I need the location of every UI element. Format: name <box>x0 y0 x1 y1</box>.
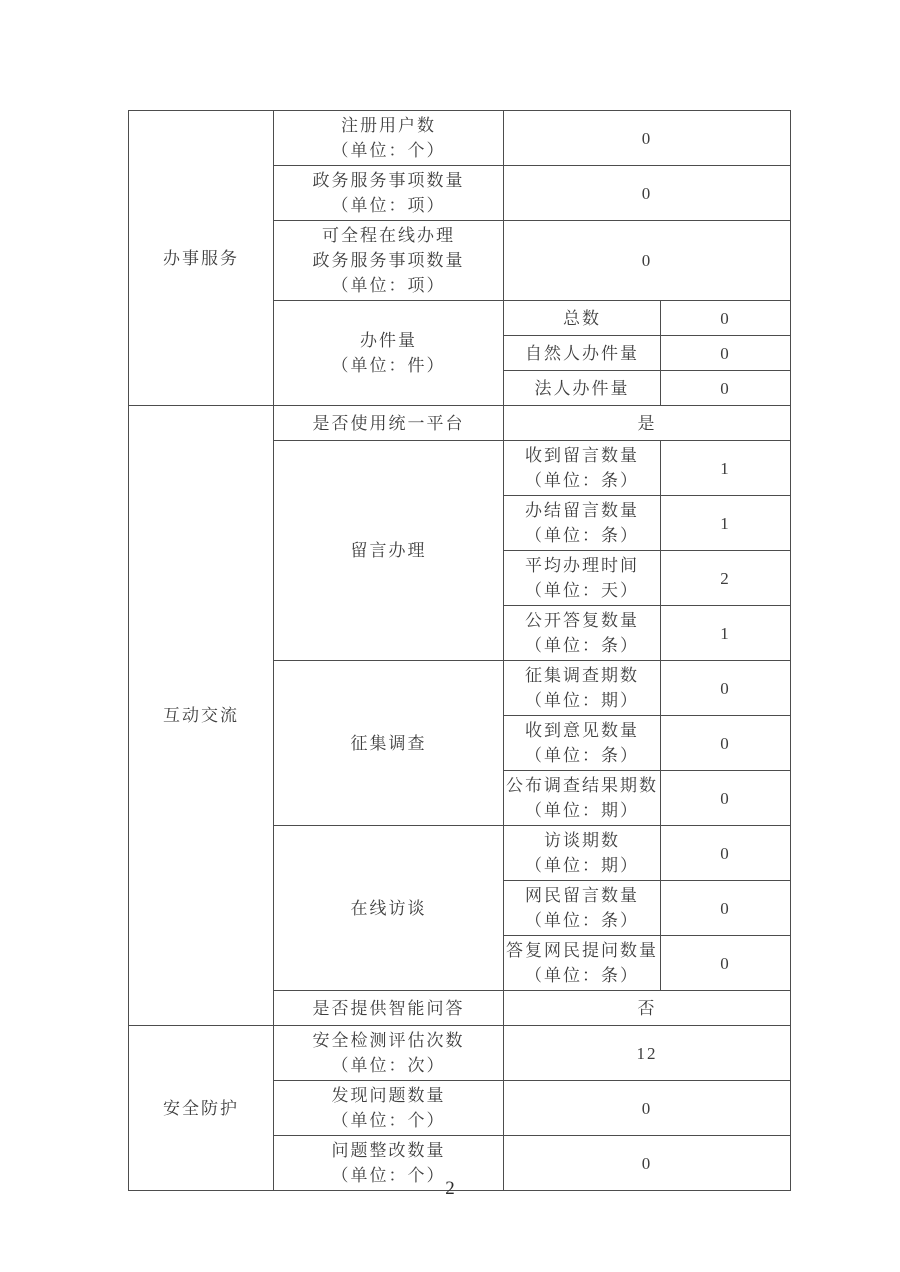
metric-value-cell: 0 <box>504 111 791 166</box>
submetric-label-cell <box>504 661 661 716</box>
submetric-unit: （单位：天） <box>525 581 639 600</box>
metric-label-cell <box>274 1026 504 1081</box>
metric-value-cell: 0 <box>504 221 791 301</box>
metric-value-cell: 0 <box>504 166 791 221</box>
submetric-value-cell: 0 <box>661 936 791 991</box>
submetric-value-cell: 0 <box>661 881 791 936</box>
submetric-value-cell: 0 <box>661 301 791 336</box>
submetric-value-cell: 1 <box>661 496 791 551</box>
group-label: 互动交流 <box>163 706 239 725</box>
submetric-label: 公布调查结果期数 <box>506 776 658 795</box>
submetric-label-cell <box>504 336 661 371</box>
submetric-unit: （单位：条） <box>525 966 639 985</box>
metric-label-cell <box>274 166 504 221</box>
metric-unit: （单位：项） <box>331 196 446 215</box>
group-label: 安全防护 <box>163 1098 239 1118</box>
metric-label-cell <box>274 111 504 166</box>
submetric-value-cell: 0 <box>661 336 791 371</box>
metric-label: 安全检测评估次数 <box>312 1031 465 1050</box>
metric-label-cell-message-handling <box>274 441 504 661</box>
submetric-value-cell: 1 <box>661 441 791 496</box>
table-row <box>129 111 791 166</box>
metric-label: 可全程在线办理 <box>322 226 455 245</box>
submetric-label: 收到留言数量 <box>525 446 639 465</box>
metric-value-cell: 否 <box>504 991 791 1026</box>
metric-value-cell: 0 <box>504 1081 791 1136</box>
metric-label-cell-caseload <box>274 301 504 406</box>
metric-label: 政务服务事项数量 <box>312 251 465 270</box>
submetric-label-cell <box>504 371 661 406</box>
metric-value-cell: 12 <box>504 1026 791 1081</box>
metric-label: 留言办理 <box>350 541 427 560</box>
submetric-label: 法人办件量 <box>534 378 630 398</box>
submetric-label-cell <box>504 771 661 826</box>
submetric-label: 平均办理时间 <box>525 556 639 575</box>
submetric-value-cell: 0 <box>661 771 791 826</box>
table-row <box>129 406 791 441</box>
submetric-label-cell <box>504 496 661 551</box>
submetric-value-cell: 0 <box>661 661 791 716</box>
submetric-label-cell <box>504 606 661 661</box>
submetric-label-cell <box>504 826 661 881</box>
metric-label-cell <box>274 406 504 441</box>
metric-label: 征集调查 <box>350 733 427 753</box>
metric-label-cell <box>274 221 504 301</box>
metric-label-cell-online-interview <box>274 826 504 991</box>
metric-unit: （单位：个） <box>331 141 446 160</box>
submetric-label: 自然人办件量 <box>525 343 639 363</box>
metric-unit: （单位：项） <box>331 276 446 295</box>
gov-website-annual-report-table <box>128 110 791 1191</box>
metric-label: 问题整改数量 <box>331 1141 446 1160</box>
submetric-unit: （单位：条） <box>525 636 639 655</box>
group-cell-office-services <box>129 111 274 406</box>
metric-unit: （单位：个） <box>331 1111 446 1130</box>
submetric-label: 网民留言数量 <box>525 886 639 905</box>
submetric-unit: （单位：条） <box>525 911 639 930</box>
submetric-value-cell: 1 <box>661 606 791 661</box>
metric-label: 在线访谈 <box>350 898 427 918</box>
submetric-value-cell: 0 <box>661 371 791 406</box>
submetric-label-cell <box>504 301 661 336</box>
submetric-label-cell <box>504 716 661 771</box>
metric-value-cell: 是 <box>504 406 791 441</box>
submetric-label: 办结留言数量 <box>525 501 639 520</box>
submetric-value-cell: 0 <box>661 716 791 771</box>
submetric-value-cell: 2 <box>661 551 791 606</box>
metric-unit: （单位：次） <box>331 1056 446 1075</box>
submetric-unit: （单位：期） <box>525 856 639 875</box>
submetric-label-cell <box>504 936 661 991</box>
metric-label-cell-survey <box>274 661 504 826</box>
submetric-value-cell: 0 <box>661 826 791 881</box>
table-row <box>129 1026 791 1081</box>
submetric-label-cell <box>504 551 661 606</box>
submetric-label: 征集调查期数 <box>525 666 639 685</box>
metric-label: 是否使用统一平台 <box>312 413 465 433</box>
submetric-unit: （单位：期） <box>525 801 639 820</box>
metric-label: 是否提供智能问答 <box>312 998 465 1018</box>
group-cell-interaction <box>129 406 274 1026</box>
metric-label: 注册用户数 <box>341 116 436 135</box>
submetric-label: 总数 <box>563 308 601 328</box>
submetric-unit: （单位：条） <box>525 746 639 765</box>
metric-value-cell: 0 <box>504 1136 791 1191</box>
submetric-label: 访谈期数 <box>544 831 620 850</box>
submetric-unit: （单位：期） <box>525 691 639 710</box>
metric-unit: （单位：件） <box>331 356 446 375</box>
metric-label: 发现问题数量 <box>331 1086 446 1105</box>
submetric-label: 收到意见数量 <box>525 721 639 740</box>
metric-label-cell <box>274 991 504 1026</box>
group-label: 办事服务 <box>163 248 239 268</box>
page-number: 2 <box>445 1178 455 1199</box>
submetric-label: 公开答复数量 <box>525 611 639 630</box>
submetric-label-cell <box>504 881 661 936</box>
metric-label: 办件量 <box>360 331 417 350</box>
metric-label: 政务服务事项数量 <box>312 171 465 190</box>
group-cell-security-protection <box>129 1026 274 1191</box>
submetric-unit: （单位：条） <box>525 471 639 490</box>
metric-unit: （单位：个） <box>331 1166 446 1185</box>
submetric-unit: （单位：条） <box>525 526 639 545</box>
submetric-label-cell <box>504 441 661 496</box>
metric-label-cell <box>274 1081 504 1136</box>
submetric-label: 答复网民提问数量 <box>506 941 658 960</box>
